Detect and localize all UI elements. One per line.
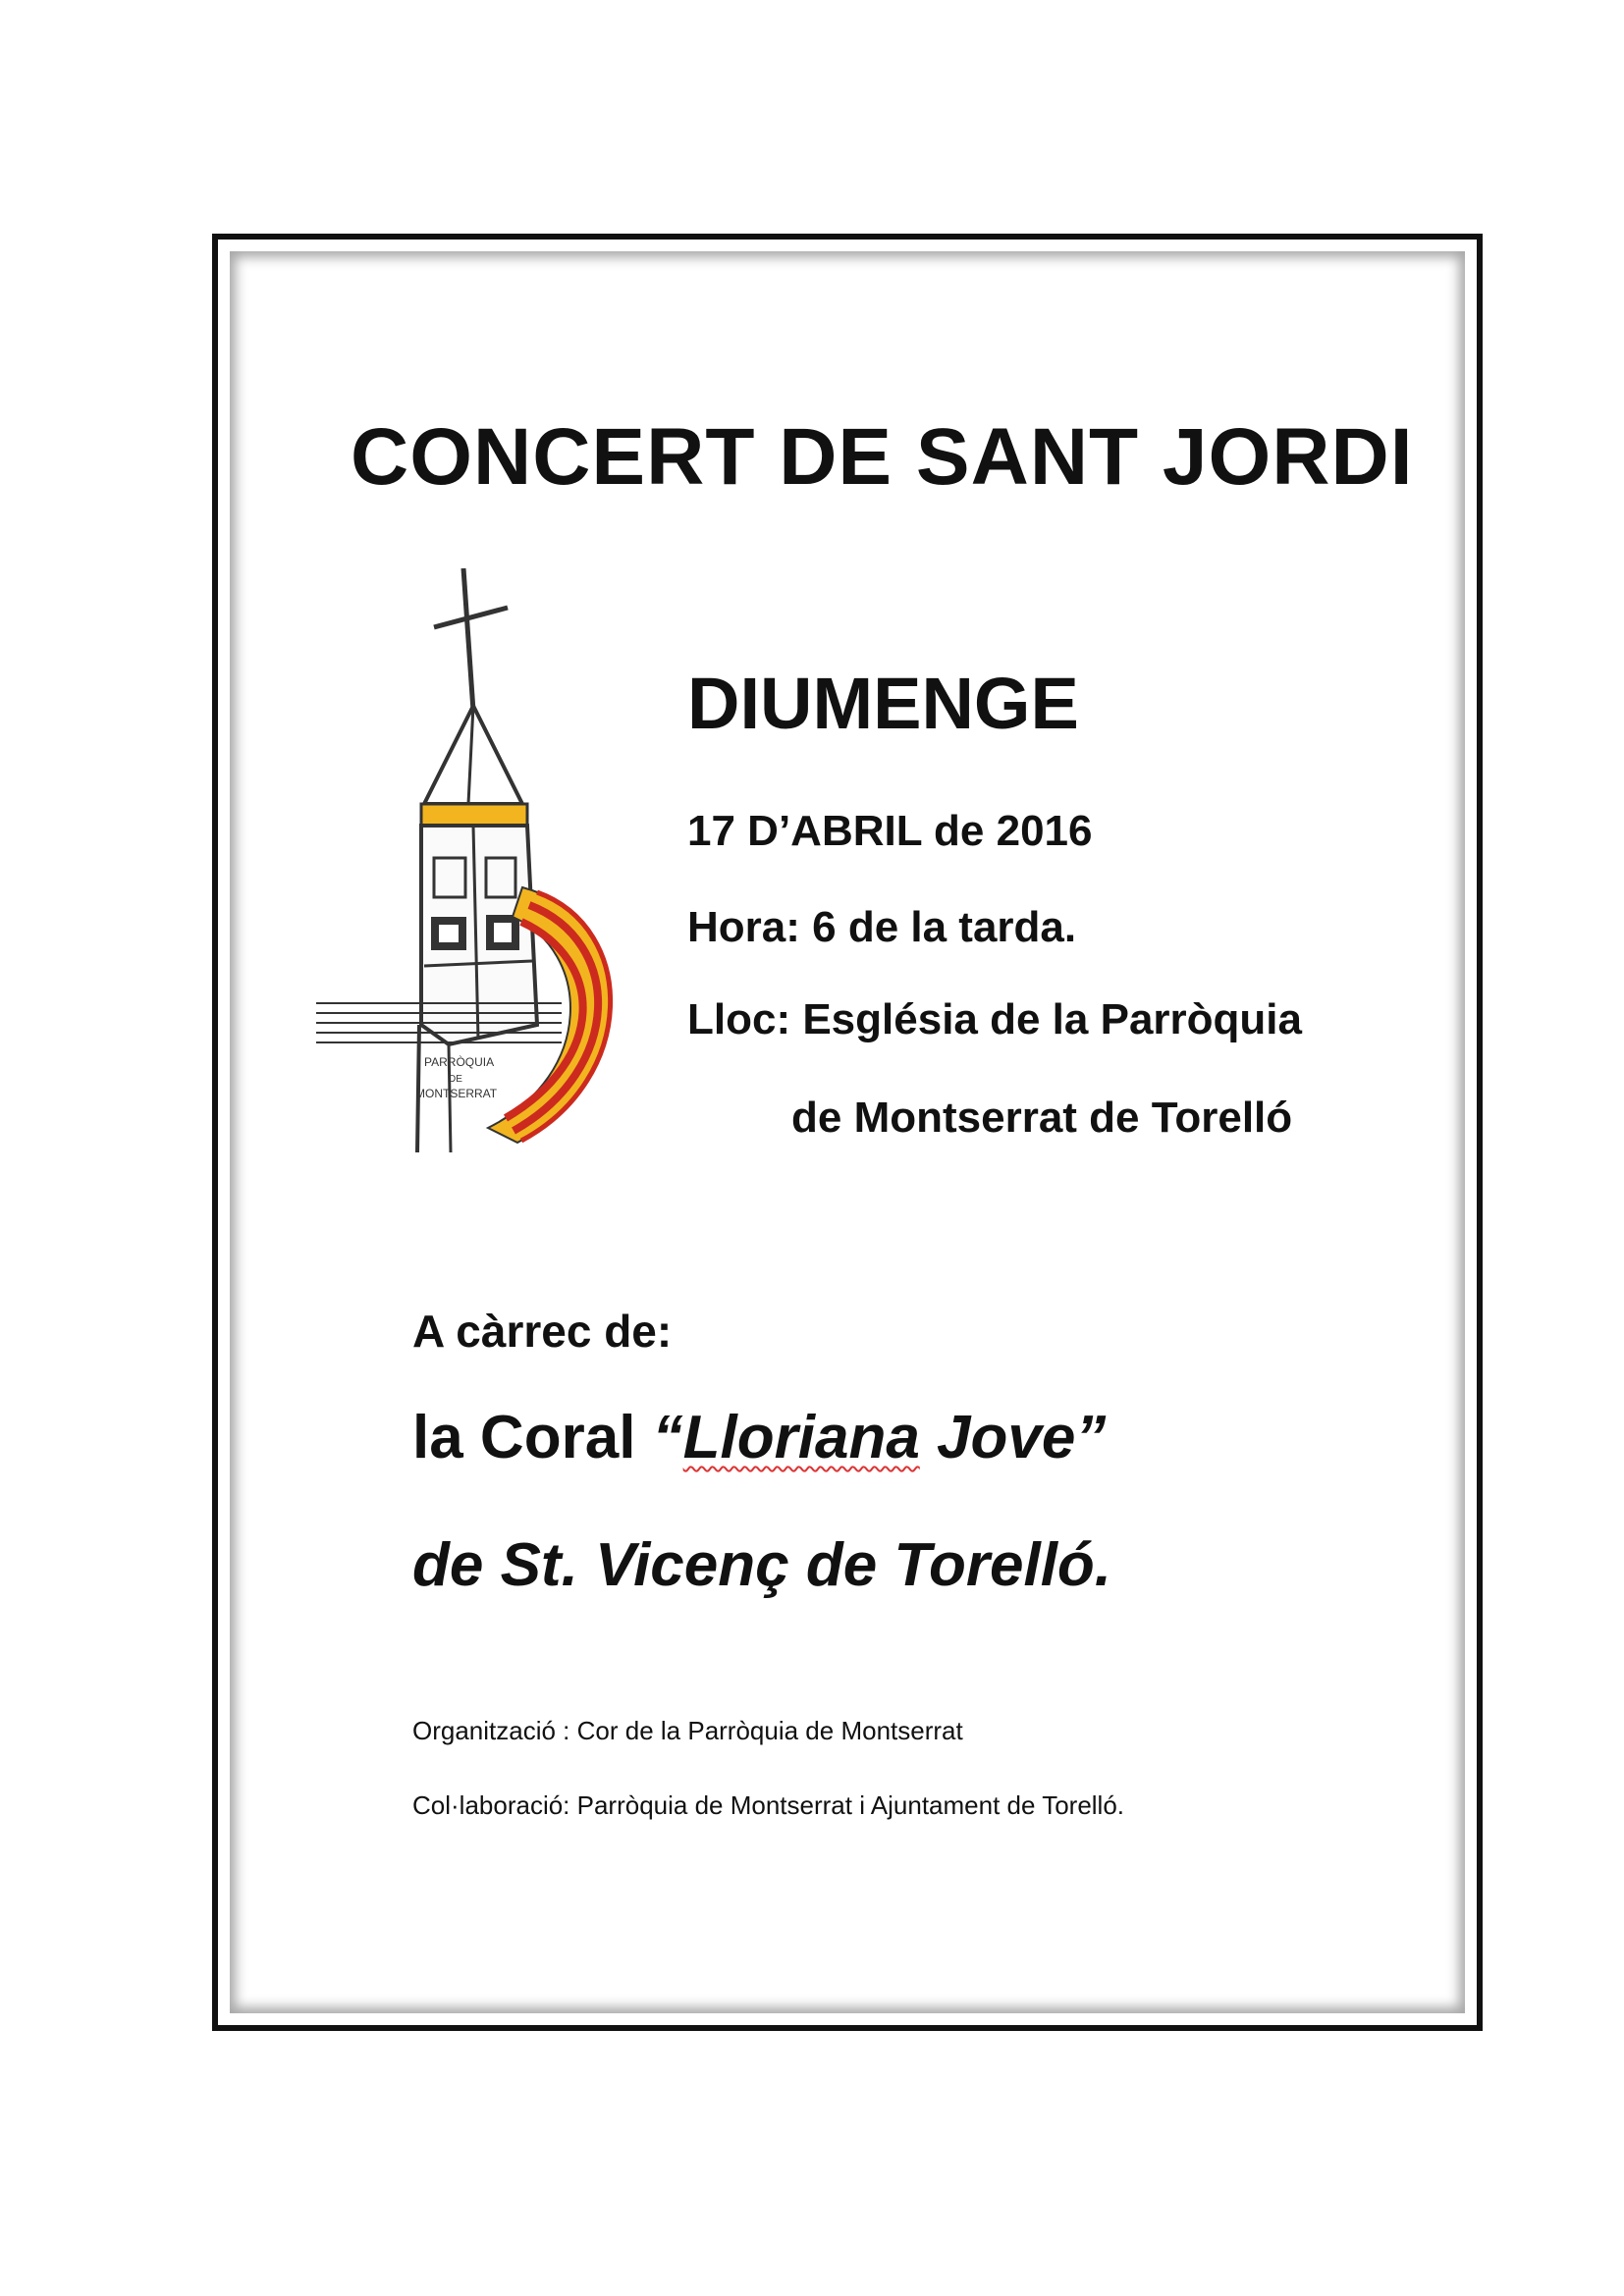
cross-horizontal bbox=[434, 608, 508, 627]
day-heading: DIUMENGE bbox=[687, 663, 1079, 744]
open-quote: “ bbox=[652, 1404, 683, 1471]
coral-name-rest: Jove bbox=[919, 1404, 1076, 1471]
poster-title: CONCERT DE SANT JORDI bbox=[351, 412, 1414, 502]
coral-prefix: la Coral bbox=[412, 1404, 653, 1471]
performer-name-line1 bbox=[412, 1403, 1106, 1472]
event-date: 17 D’ABRIL de 2016 bbox=[687, 807, 1093, 855]
organization-credit: Organització : Cor de la Parròquia de Montserrat bbox=[412, 1716, 963, 1745]
event-time: Hora: 6 de la tarda. bbox=[687, 903, 1077, 951]
poster-frame bbox=[212, 234, 1483, 2031]
performer-intro: A càrrec de: bbox=[412, 1306, 673, 1357]
close-quote: ” bbox=[1075, 1404, 1107, 1471]
parish-logo-icon bbox=[311, 563, 645, 1152]
coral-name: Lloriana bbox=[682, 1404, 920, 1471]
performer-name-line2: de St. Vicenç de Torelló. bbox=[412, 1531, 1112, 1599]
logo-text-2: DE bbox=[449, 1074, 462, 1085]
event-place-line2: de Montserrat de Torelló bbox=[791, 1094, 1293, 1142]
collaboration-credit: Col·laboració: Parròquia de Montserrat i Ajuntament de Torelló. bbox=[412, 1790, 1125, 1820]
logo-text-1: PARRÒQUIA bbox=[424, 1055, 495, 1069]
logo-text-3: MONTSERRAT bbox=[415, 1087, 498, 1100]
event-place-line1: Lloc: Església de la Parròquia bbox=[687, 995, 1302, 1043]
cross-vertical bbox=[463, 568, 473, 711]
